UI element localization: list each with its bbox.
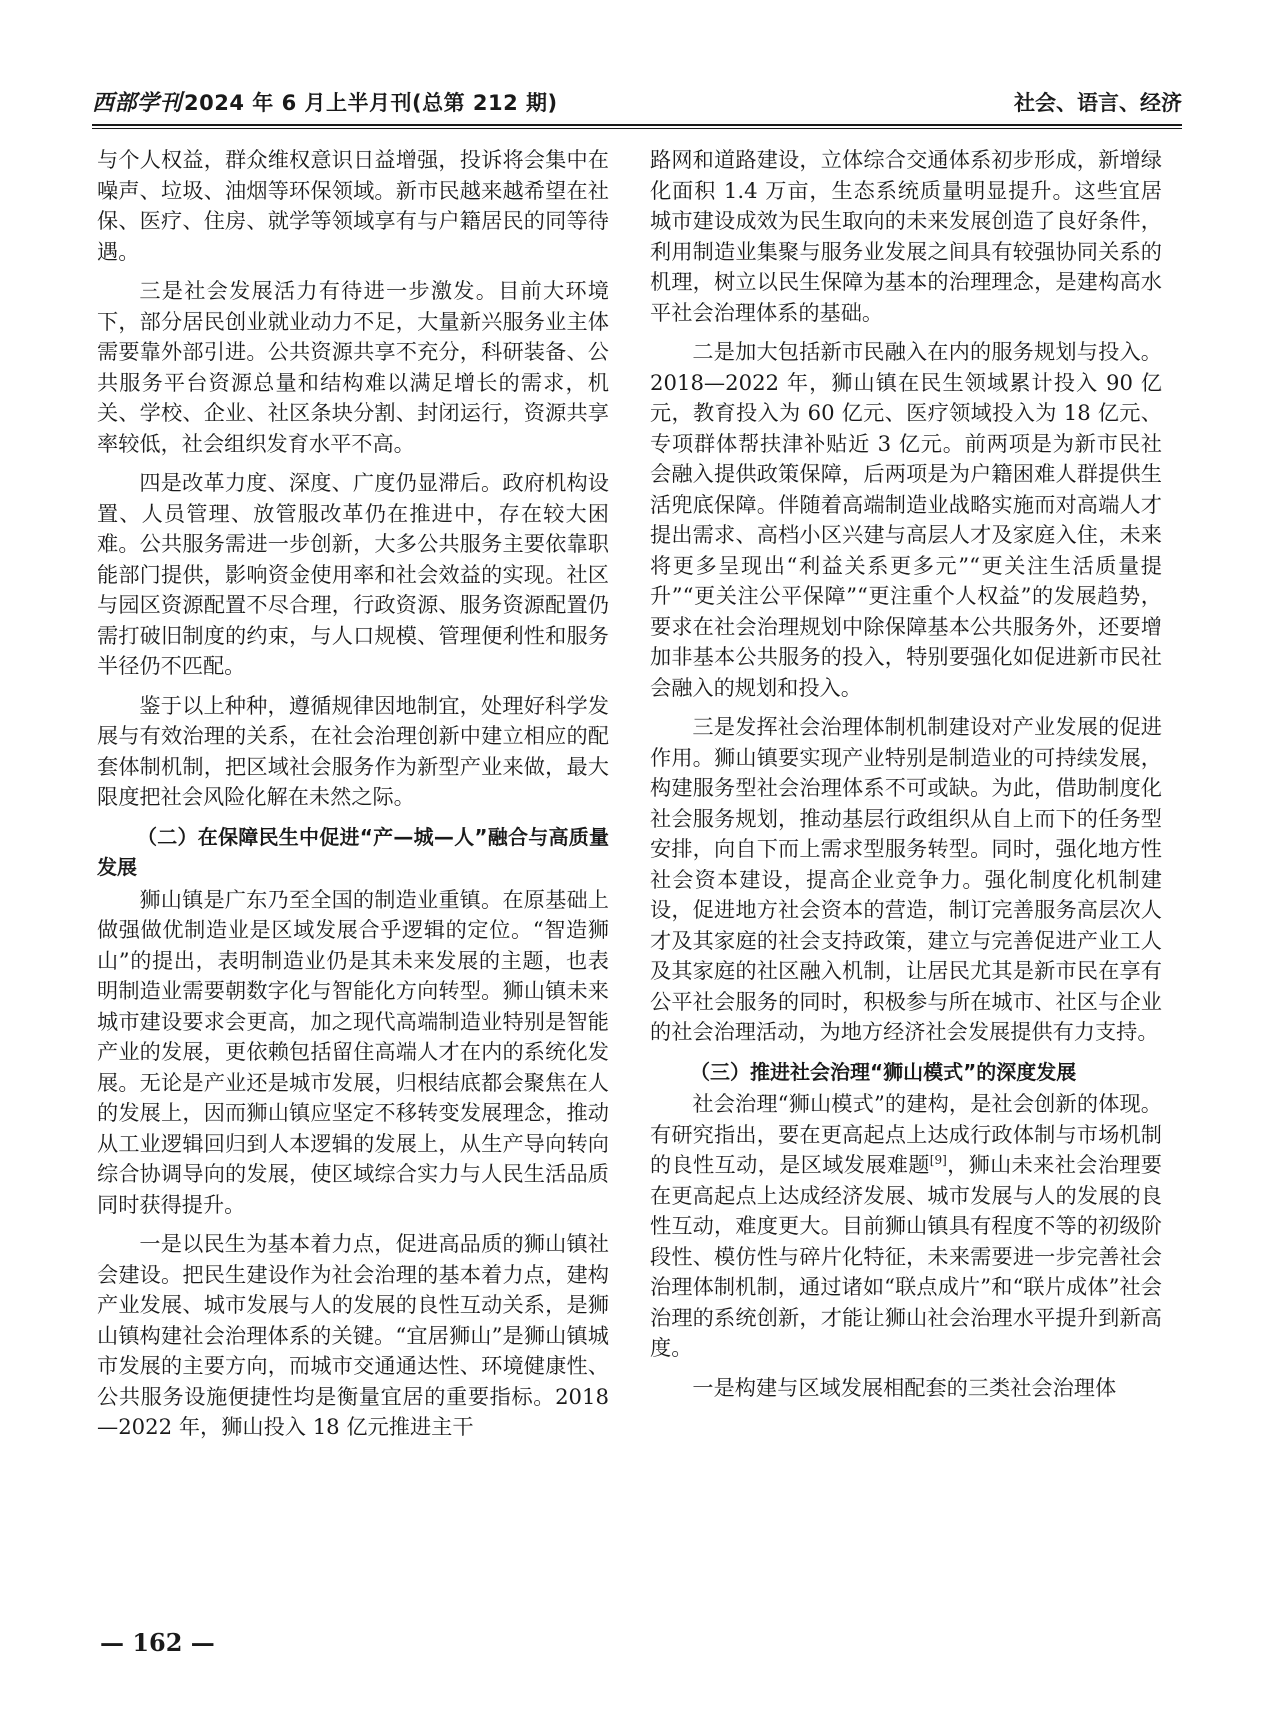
paragraph <box>650 712 1162 1048</box>
paragraph <box>97 691 609 813</box>
section-heading <box>650 1057 1162 1088</box>
paragraph-text: 二是加大包括新市民融入在内的服务规划与投入。2018—2022 年，狮山镇在民生领域累计投入 90 亿元，教育投入为 60 亿元、医疗领域投入为 18 亿元、专项群体帮扶津补贴近 3 亿元。前两项是为新市民社会融入提供政策保障，后两项是为户籍困难人群提供生活兜底保障。伴随着高端制造业战略实施而对高端人才提出需求、高档小区兴建与高层人才及家庭入住，未来将更多呈现出“利益关系更多元”“更关注生活质量提升”“更关注公平保障”“更注重个人权益”的发展趋势，要求在社会治理规划中除保障基本公共服务外，还要增加非基本公共服务的投入，特别要强化如促进新市民社会融入的规划和投入。 <box>650 339 1162 700</box>
journal-name: 西部学刊 <box>92 90 183 116</box>
citation-marker: [9] <box>929 1152 947 1167</box>
paragraph-text: 与个人权益，群众维权意识日益增强，投诉将会集中在噪声、垃圾、油烟等环保领域。新市民越来越希望在社保、医疗、住房、就学等领域享有与户籍居民的同等待遇。 <box>97 147 609 264</box>
right-column <box>650 145 1162 1403</box>
paragraph-text: 狮山镇是广东乃至全国的制造业重镇。在原基础上做强做优制造业是区域发展合乎逻辑的定位。“智造狮山”的提出，表明制造业仍是其未来发展的主题，也表明制造业需要朝数字化与智能化方向转型。狮山镇未来城市建设要求会更高，加之现代高端制造业特别是智能产业的发展，更依赖包括留住高端人才在内的系统化发展。无论是产业还是城市发展，归根结底都会聚焦在人的发展上，因而狮山镇应坚定不移转变发展理念，推动从工业逻辑回归到人本逻辑的发展上，从生产导向转向综合协调导向的发展，使区域综合实力与人民生活品质同时获得提升。 <box>97 886 609 1217</box>
paragraph <box>97 276 609 459</box>
paragraph-text: 社会治理“狮山模式”的建构，是社会创新的体现。有研究指出，要在更高起点上达成行政体制与市场机制的良性互动，是区域发展难题 <box>650 1091 1162 1177</box>
header-rule <box>92 124 1182 126</box>
header-left <box>92 88 558 118</box>
paragraph <box>650 337 1162 703</box>
paragraph <box>97 145 609 267</box>
paragraph <box>97 468 609 682</box>
left-column <box>97 145 609 1443</box>
paragraph-text: （三）推进社会治理“狮山模式”的深度发展 <box>690 1059 1077 1084</box>
paragraph-text: （二）在保障民生中促进“产—城—人”融合与高质量发展 <box>97 824 609 879</box>
paragraph-text: 四是改革力度、深度、广度仍显滞后。政府机构设置、人员管理、放管服改革仍在推进中，存在较大困难。公共服务需进一步创新，大多公共服务主要依靠职能部门提供，影响资金使用率和社会效益的实现。社区与园区资源配置不尽合理，行政资源、服务资源配置仍需打破旧制度的约束，与人口规模、管理便利性和服务半径仍不匹配。 <box>97 470 609 678</box>
paragraph <box>650 1373 1162 1404</box>
paragraph <box>97 885 609 1221</box>
paragraph-text: 三是发挥社会治理体制机制建设对产业发展的促进作用。狮山镇要实现产业特别是制造业的可持续发展，构建服务型社会治理体系不可或缺。为此，借助制度化社会服务规划，推动基层行政组织从自上而下的任务型安排，向自下而上需求型服务转型。同时，强化地方性社会资本建设，提高企业竞争力。强化制度化机制建设，促进地方社会资本的营造，制订完善服务高层次人才及其家庭的社会支持政策，建立与完善促进产业工人及其家庭的社区融入机制，让居民尤其是新市民在享有公平社会服务的同时，积极参与所在城市、社区与企业的社会治理活动，为地方经济社会发展提供有力支持。 <box>650 714 1162 1044</box>
running-header <box>92 88 1182 126</box>
paragraph <box>650 1089 1162 1364</box>
issue-info: 2024 年 6 月上半月刊(总第 212 期) <box>184 91 558 115</box>
paragraph-text: 三是社会发展活力有待进一步激发。目前大环境下，部分居民创业就业动力不足，大量新兴服务业主体需要靠外部引进。公共资源共享不充分，科研装备、公共服务平台资源总量和结构难以满足增长的需求，机关、学校、企业、社区条块分割、封闭运行，资源共享率较低，社会组织发育水平不高。 <box>97 278 609 456</box>
paragraph-text: 鉴于以上种种，遵循规律因地制宜，处理好科学发展与有效治理的关系，在社会治理创新中建立相应的配套体制机制，把区域社会服务作为新型产业来做，最大限度把社会风险化解在未然之际。 <box>97 692 609 809</box>
section-heading <box>97 822 609 883</box>
paragraph-text: ，狮山未来社会治理要在更高起点上达成经济发展、城市发展与人的发展的良性互动，难度更大。目前狮山镇具有程度不等的初级阶段性、模仿性与碎片化特征，未来需要进一步完善社会治理体制机制，通过诸如“联点成片”和“联片成体”社会治理的系统创新，才能让狮山社会治理水平提升到新高度。 <box>650 1152 1162 1360</box>
paragraph-text: 一是以民生为基本着力点，促进高品质的狮山镇社会建设。把民生建设作为社会治理的基本着力点，建构产业发展、城市发展与人的发展的良性互动关系，是狮山镇构建社会治理体系的关键。“宜居狮山”是狮山镇城市发展的主要方向，而城市交通通达性、环境健康性、公共服务设施便捷性均是衡量宜居的重要指标。2018—2022 年，狮山投入 18 亿元推进主干 <box>97 1231 609 1439</box>
paragraph <box>97 1229 609 1443</box>
paragraph-text: 一是构建与区域发展相配套的三类社会治理体 <box>692 1374 1117 1400</box>
header-rule-thin <box>92 128 1182 129</box>
paragraph-text: 路网和道路建设，立体综合交通体系初步形成，新增绿化面积 1.4 万亩，生态系统质量明显提升。这些宜居城市建设成效为民生取向的未来发展创造了良好条件，利用制造业集聚与服务业发展之间具有较强协同关系的机理，树立以民生保障为基本的治理理念，是建构高水平社会治理体系的基础。 <box>650 147 1162 325</box>
section-label: 社会、语言、经济 <box>1014 91 1182 115</box>
paragraph <box>650 145 1162 328</box>
page-number: — 162 — <box>100 1628 215 1657</box>
